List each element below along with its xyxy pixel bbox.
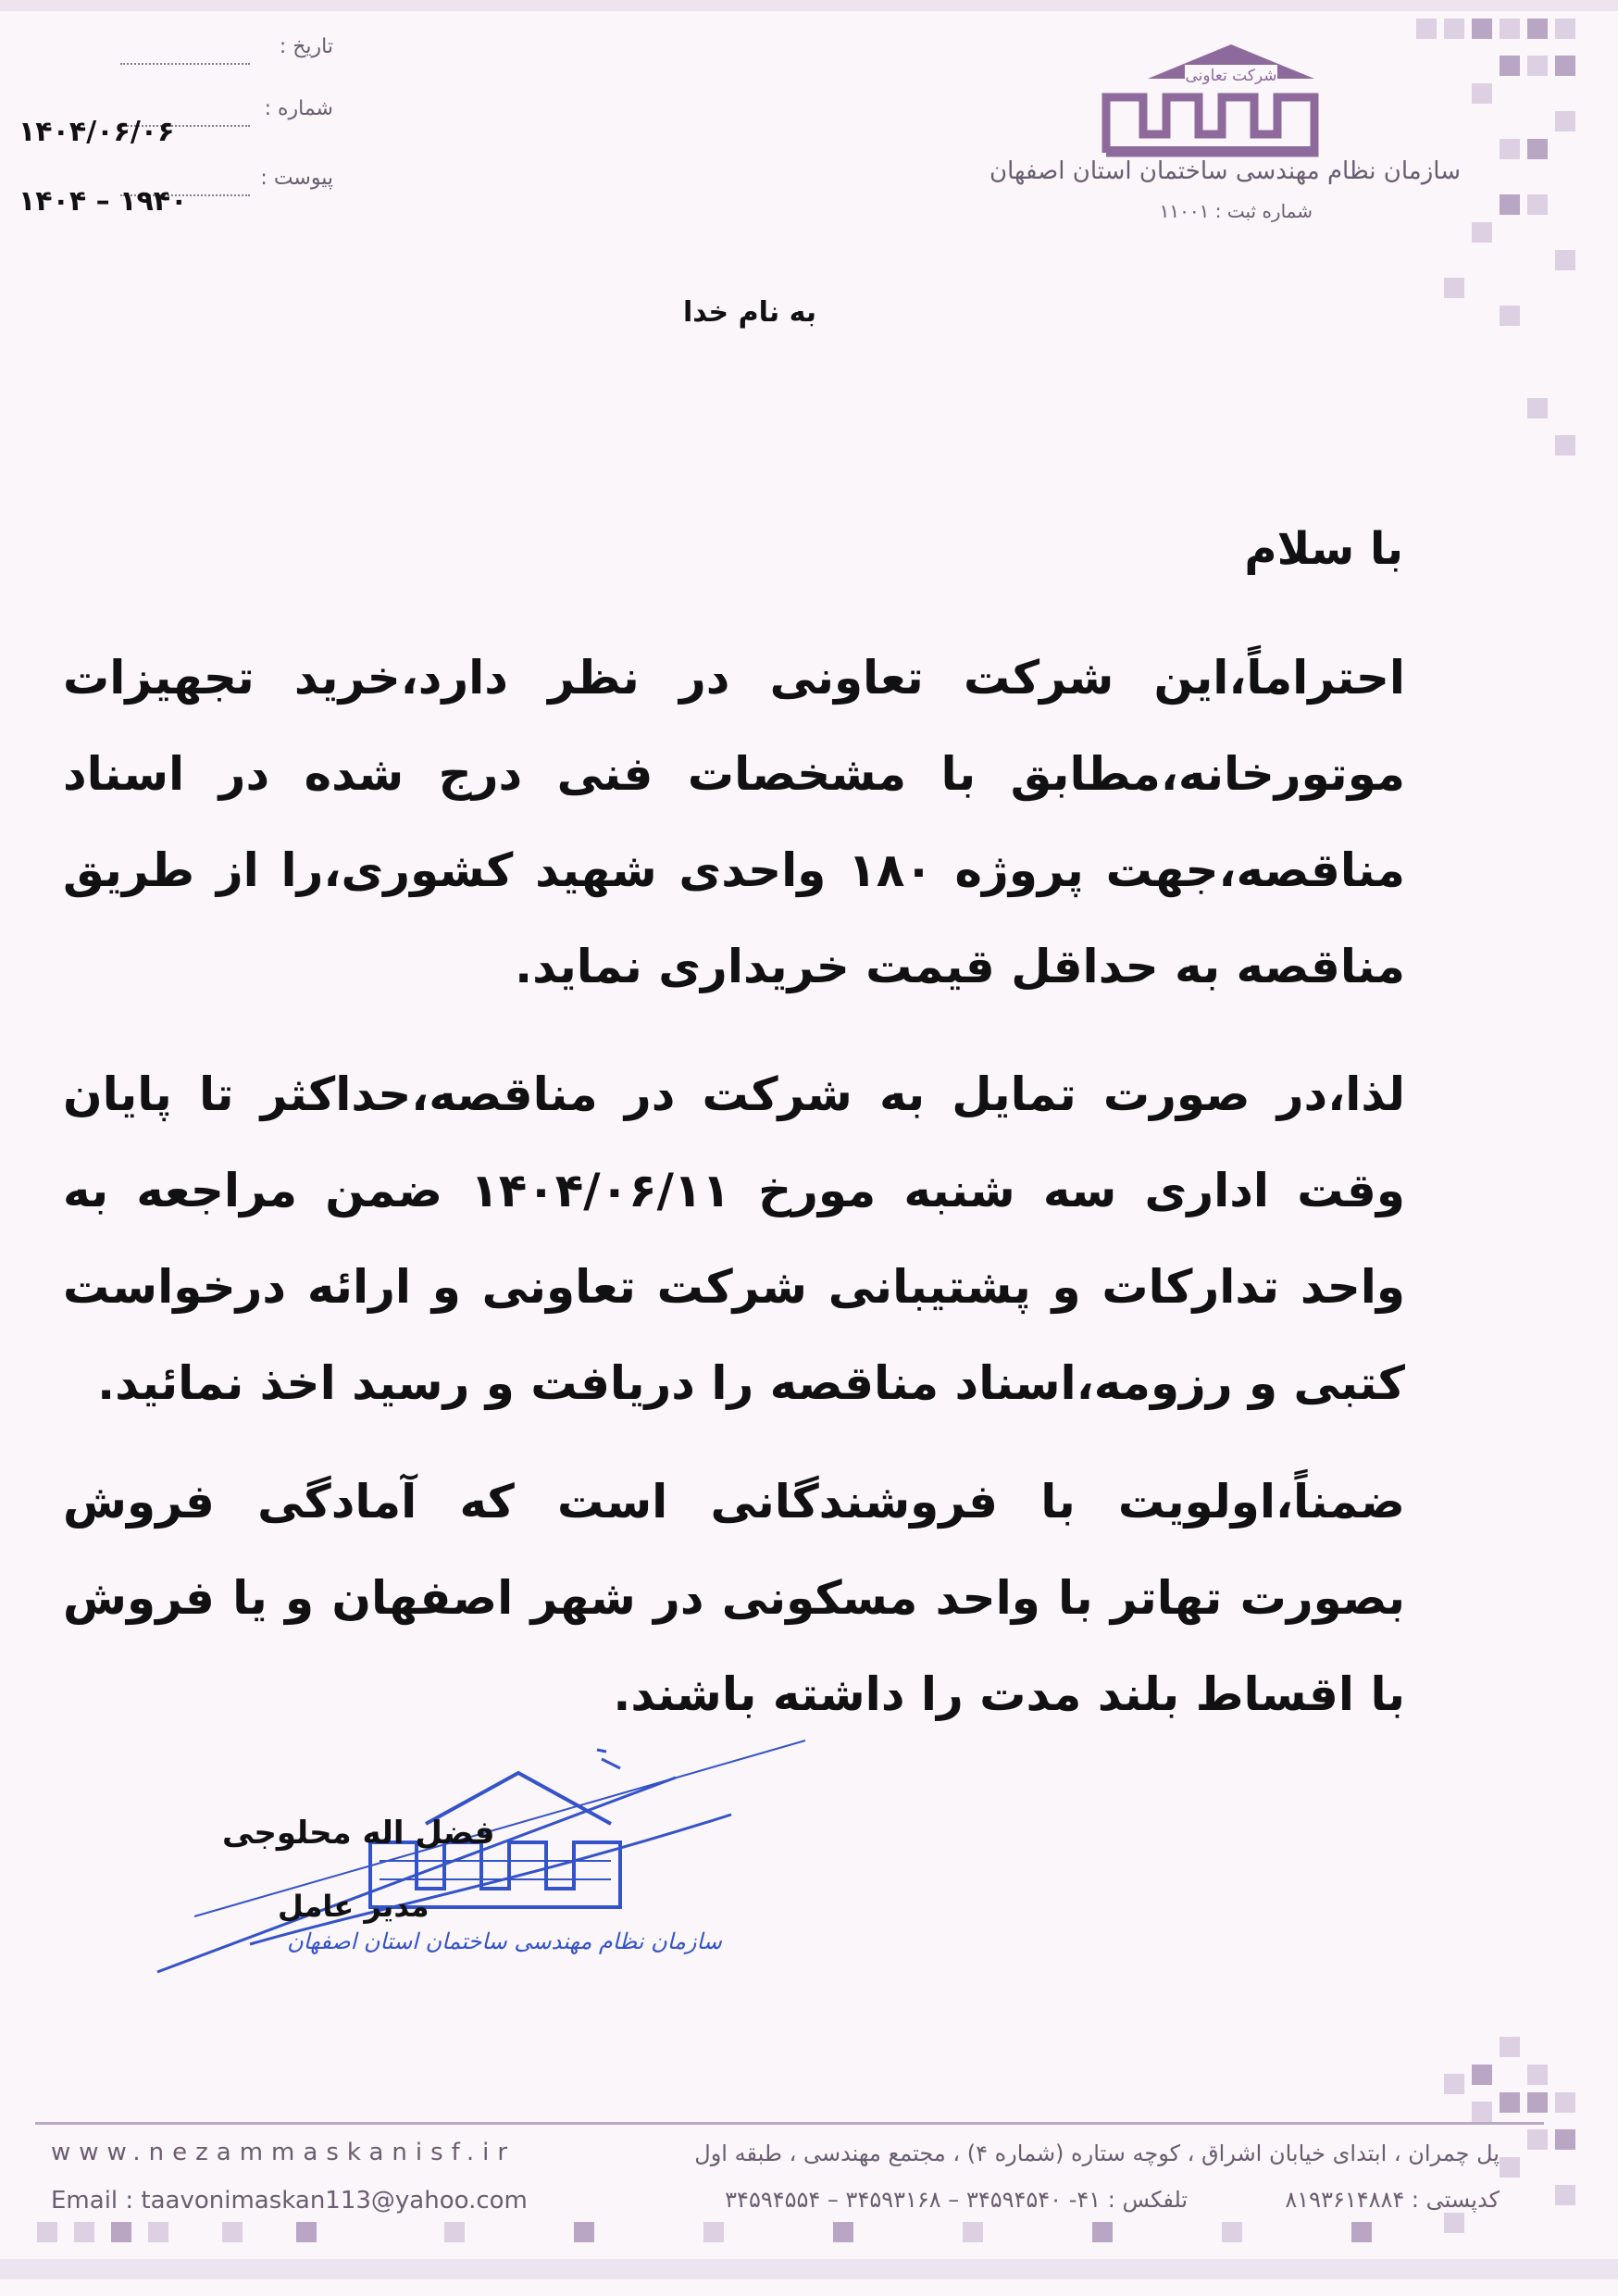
signer-role: مدیر عامل [278,1889,429,1924]
paragraph-2: لذا،در صورت تمایل به شرکت در مناقصه،حداکثر تا پایان وقت اداری سه شنبه مورخ ۱۴۰۴/۰۶/۱۱ ضمن مراجعه به واحد تداركات و پشتیبانی شرکت تعاونی و ارائه درخواست کتبی و رزومه،اسناد مناقصه را دریافت و رسید اخذ نمائید. [63,1067,1405,1410]
footer-divider [35,2122,1544,2125]
svg-text:شرکت تعاونی: شرکت تعاونی [1185,67,1277,85]
date-row [19,35,333,81]
paragraph-1: احتراماً،این شرکت تعاونی در نظر دارد،خرید تجهیزات موتورخانه،مطابق با مشخصات فنی درج شده در اسناد مناقصه،جهت پروژه ۱۸۰ واحدی شهید کشوری،را از طریق مناقصه به حداقل قیمت خریداری نماید. [63,651,1406,993]
telfax: تلفکس : ۴۱- ۳۴۵۹۴۵۴۰ – ۳۴۵۹۳۱۶۸ – ۳۴۵۹۴۵۵۴ [725,2187,1189,2213]
signer-name: فضل اله محلوجی [222,1815,495,1852]
footer-contact [725,2187,1500,2213]
cooperative-logo [1092,37,1370,157]
number-label: شماره : [264,97,333,120]
website-link[interactable]: www.nezammaskanisf.ir [51,2139,517,2166]
company-stamp [139,1722,833,2009]
letter-heading: به نام خدا [682,296,817,329]
attachment-value: ۱۴۰۴ – ۱۹۴۰ [19,185,188,218]
date-label: تاریخ : [279,35,333,58]
registration-number: شماره ثبت : ۱۱۰۰۱ [1159,200,1313,222]
organization-name: سازمان نظام مهندسی ساختمان استان اصفهان [989,157,1461,185]
attachment-label: پیوست : [260,167,333,190]
number-row [19,97,333,148]
number-value: ۱۴۰۴/۰۶/۰۶ [19,116,175,148]
footer-address: پل چمران ، ابتدای خیابان اشراق ، کوچه ستاره (شماره ۴) ، مجتمع مهندسی ، طبقه اول [694,2140,1500,2166]
email-address[interactable]: Email : taavonimaskan113@yahoo.com [51,2187,528,2215]
greeting: با سلام [1244,523,1403,575]
postal-code: کدپستی : ۸۱۹۳۶۱۴۸۸۴ [1285,2187,1500,2213]
paragraph-3: ضمناً،اولویت با فروشندگانی است که آمادگی فروش بصورت تهاتر با واحد مسکونی در شهر اصفهان و یا فروش با اقساط بلند مدت را داشته باشند. [63,1475,1405,1721]
svg-text:سازمان نظام مهندسی ساختمان است: سازمان نظام مهندسی ساختمان استان اصفهان [287,1928,722,1954]
date-dots [120,63,250,65]
attachment-row [19,167,333,218]
